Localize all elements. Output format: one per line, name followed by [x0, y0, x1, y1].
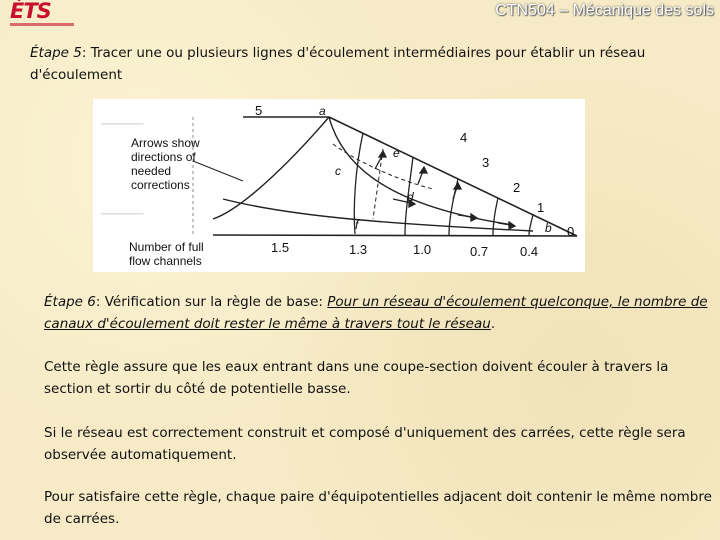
dam-slope-line [329, 117, 577, 236]
arrows-note-line1: Arrows show [131, 136, 200, 150]
arrows-note-line3: needed [131, 164, 172, 178]
channels-note-line1: Number of full [129, 240, 204, 254]
logo-text: ÉTS [10, 0, 51, 23]
step6-rule: Pour un réseau d'écoulement quelconque, le nombre de canaux d'écoulement doit rester le même à travers tout le réseau [44, 294, 708, 332]
point-letter-e: e [393, 146, 400, 160]
step5-paragraph [30, 42, 710, 86]
ets-logo [4, 2, 74, 28]
svg-text:──────: ────── [101, 119, 144, 130]
channel-count-5: 0.4 [520, 244, 539, 259]
flow-net-diagram [93, 99, 585, 272]
flow-net-figure [93, 99, 585, 272]
region-number-4: 4 [460, 130, 468, 145]
course-title: CTN504 – Mécanique des sols [495, 2, 714, 19]
equipotential-5 [529, 215, 533, 235]
paragraph-rule-purpose: Cette règle assure que les eaux entrant dans une coupe-section doivent écouler à travers la section et sortir du côté de potentielle basse. [44, 359, 669, 397]
paragraph-rule-satisfy: Pour satisfaire cette règle, chaque paire d'équipotentielles adjacent doit contenir le même nombre de carrées. [44, 489, 712, 527]
channel-count-3: 1.0 [413, 242, 432, 257]
flow-line-3 [223, 199, 533, 231]
channel-count-4: 0.7 [470, 244, 489, 259]
step6-end: . [490, 316, 496, 332]
paragraph-rule-automatic: Si le réseau est correctement construit et composé d'uniquement des carrées, cette règle sera observée automatiquement. [44, 425, 686, 463]
point-letter-d: d [407, 190, 414, 204]
flow-line-1 [213, 117, 329, 219]
channels-note-line2: flow channels [129, 254, 202, 268]
arrows-note-line2: directions of [131, 150, 196, 164]
channel-count-2: 1.3 [349, 242, 368, 257]
step6-intro: : Vérification sur la règle de base: [95, 294, 328, 310]
point-letter-f: f [355, 218, 359, 232]
step6-label: Étape 6 [44, 294, 96, 310]
step6-paragraph [44, 291, 710, 335]
region-number-0: 0 [567, 224, 575, 239]
arrows-note-leader [193, 161, 243, 181]
svg-text:──────: ────── [101, 209, 144, 220]
step5-label: Étape 5 [30, 45, 82, 61]
logo-underline [10, 23, 74, 26]
channel-count-1: 1.5 [271, 240, 290, 255]
region-number-3: 3 [482, 155, 490, 170]
arrows-note-line4: corrections [131, 178, 190, 192]
point-letter-c: c [335, 164, 341, 178]
region-number-5: 5 [255, 103, 263, 118]
region-number-1: 1 [537, 200, 545, 215]
point-letter-a: a [319, 104, 326, 118]
step5-text: : Tracer une ou plusieurs lignes d'écoulement intermédiaires pour établir un réseau d'écoulement [30, 45, 646, 83]
base-line [213, 235, 577, 236]
point-letter-b: b [545, 221, 552, 235]
region-number-2: 2 [513, 180, 521, 195]
